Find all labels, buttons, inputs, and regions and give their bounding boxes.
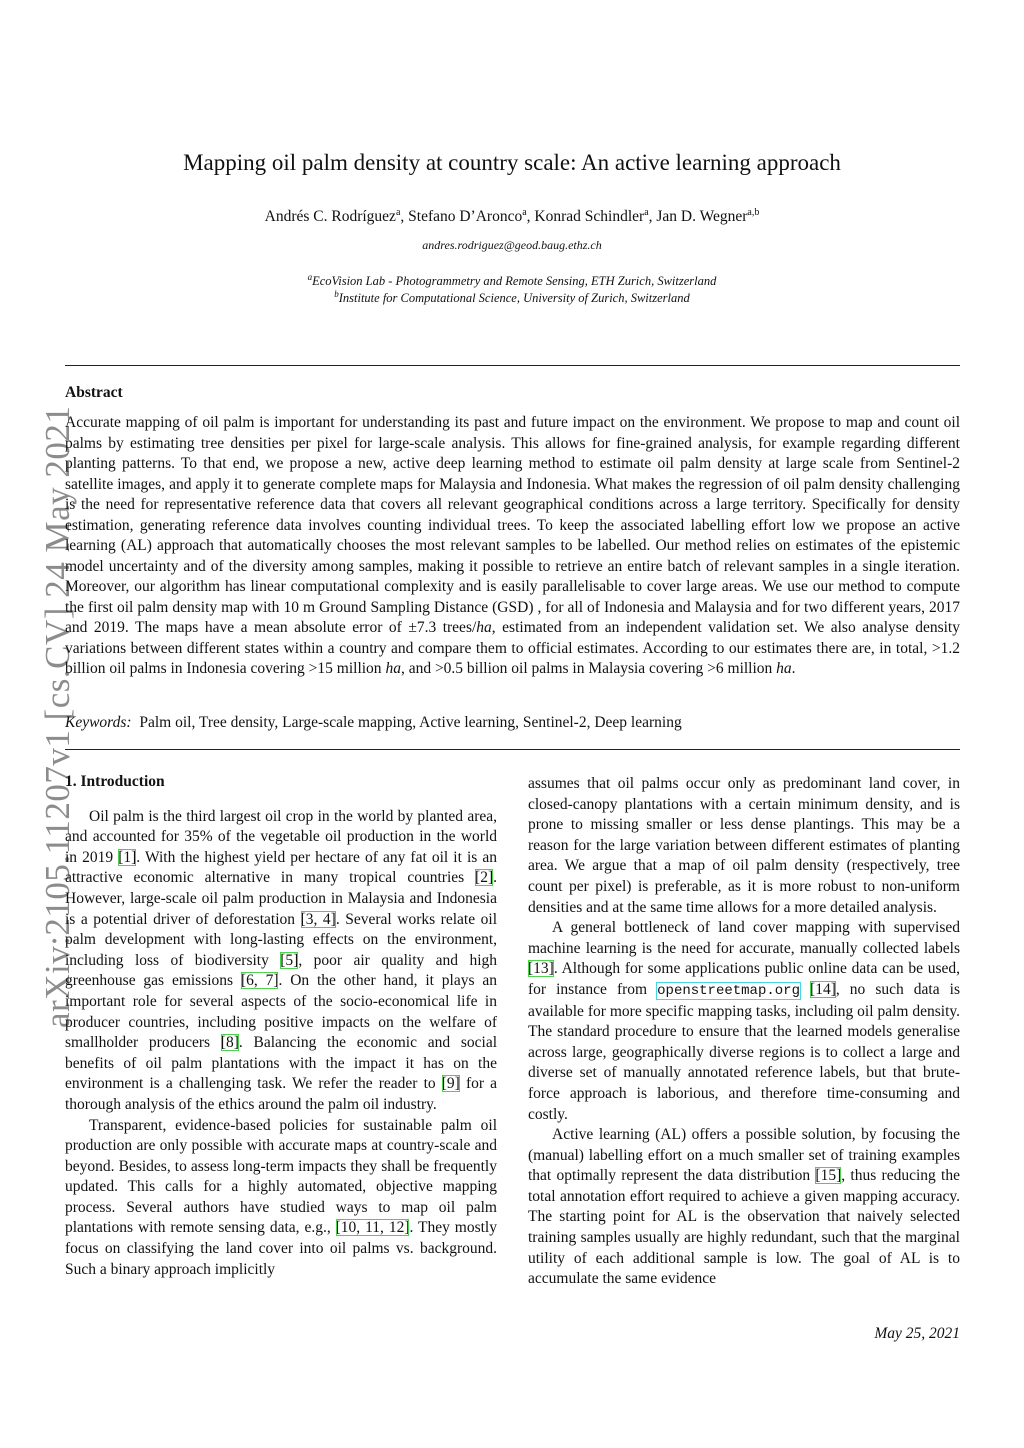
arxiv-stamp: arXiv:2105.11207v1 [cs.CV] 24 May 2021 — [38, 405, 77, 1028]
text-run: , poor air quality and high greenhouse gas emissions — [65, 951, 497, 990]
left-column — [65, 772, 497, 1280]
citation-link[interactable]: [1] — [118, 848, 137, 866]
citation-link[interactable]: [14] — [810, 980, 836, 998]
citation-link[interactable]: [15] — [815, 1167, 842, 1185]
text-run: , no such data is available for more specific mapping tasks, including oil palm density. The standard procedure to ensure that the learned models generalise across large, geographically diverse regions is to collect a large and diverse set of manually annotated reference labels, but that brute-force approach is laborious, and therefore time-consuming and costly. — [528, 980, 960, 1123]
citation-link[interactable]: [5] — [280, 951, 299, 969]
abstract-part: , and >0.5 billion oil palms in Malaysia covering >6 million — [400, 660, 777, 677]
text-run: . Balancing the economic and social benefits of oil palm plantations with the impact it has on the environment is a challenging task. We refer the reader to — [65, 1034, 498, 1093]
affil-text: EcoVision Lab - Photogrammetry and Remote Sensing, ETH Zurich, Switzerland — [312, 274, 717, 289]
citation-link[interactable]: [3, 4] — [300, 910, 336, 928]
author-list: Andrés C. Rodríguez$^a$, Stefano D’Aronco$^a$, Konrad Schindler$^a$, Jan D. Wegner$^{a,b}$ — [264, 207, 760, 226]
text-run: for a thorough analysis of the ethics around the palm oil industry. — [65, 1075, 497, 1113]
citation-link[interactable]: [10, 11, 12] — [335, 1219, 410, 1237]
abstract-heading: Abstract — [65, 384, 123, 401]
author-affil-mark: a — [644, 207, 649, 218]
author-name: Stefano D’Aronco — [408, 208, 523, 226]
affiliation-a — [0, 272, 1024, 289]
keywords-list: Palm oil, Tree density, Large-scale mapping, Active learning, Sentinel-2, Deep learning — [139, 714, 682, 731]
text-run: . With the highest yield per hectare of any fat oil it is an attractive economic alternative in many tropical countries — [65, 848, 497, 887]
affil-text: Institute for Computational Science, University of Zurich, Switzerland — [338, 291, 690, 306]
intro-paragraph-2 — [65, 1116, 497, 1281]
citation-link[interactable]: [2] — [475, 869, 494, 887]
intro-paragraph-4 — [528, 918, 960, 1125]
text-run: . Although for some applications public online data can be used, for instance from — [528, 960, 960, 998]
author-affil-mark: a — [522, 207, 527, 218]
text-run: . However, large-scale oil palm production in Malaysia and Indonesia is a potential driver of deforestation — [65, 869, 497, 928]
text-run: A general bottleneck of land cover mapping with supervised machine learning is the need for accurate, manually collected labels — [528, 919, 960, 957]
citation-link[interactable]: [9] — [441, 1075, 460, 1093]
top-rule — [65, 365, 960, 366]
section-heading: 1. Introduction — [65, 773, 165, 790]
right-column — [528, 774, 960, 1290]
author-affil-mark: a — [395, 207, 401, 218]
text-run: . On the other hand, it plays an important role for several aspects of the socio-economical life in producer countries, including positive impacts on the welfare of smallholder producers — [65, 972, 497, 1052]
abstract-text — [65, 413, 960, 680]
text-run: Oil palm is the third largest oil crop in the world by planted area, and accounted for 35% of the vegetable oil production in the world in 2019 — [65, 807, 497, 866]
url-link[interactable]: openstreetmap.org — [657, 982, 800, 999]
citation-link[interactable]: [8] — [220, 1034, 239, 1052]
author-name: Andrés C. Rodríguez — [264, 208, 396, 226]
text-run: . They mostly focus on classifying the land cover into oil palms vs. background. Such a binary approach implicitly — [65, 1219, 497, 1278]
text-run: Transparent, evidence-based policies for sustainable palm oil production are only possible with accurate maps at country-scale and beyond. Besides, to assess long-term impacts they shall be frequently updated. This calls for a highly automated, objective mapping process. Several authors have studied ways to map oil palm plantations with remote sensing data, e.g., — [65, 1116, 497, 1237]
abstract-part: . — [791, 660, 796, 677]
affil-mark: a — [307, 272, 313, 282]
affiliation-b — [0, 289, 1024, 306]
paper-title: Mapping oil palm density at country scale: An active learning approach — [183, 150, 841, 175]
intro-paragraph-5 — [528, 1125, 960, 1290]
abstract-part: Accurate mapping of oil palm is important for understanding its past and future impact on the environment. We propose to map and count oil palms by estimating tree densities per pixel for large-scale analysis. This allows for fine-grained analysis, for example regarding different planting patterns. To that end, we propose a new, active deep learning method to estimate oil palm density at large scale from Sentinel-2 satellite images, and apply it to generate complete maps for Malaysia and Indonesia. What makes the regression of oil palm density challenging is the need for representative reference data that covers all relevant geographical conditions across a large territory. Specifically for density estimation, generating reference data involves counting individual trees. To keep the associated labelling effort low we propose an active learning (AL) approach that automatically chooses the most relevant samples to be labelled. Our method relies on estimates of the epistemic model uncertainty and of the diversity among samples, making it possible to retrieve an entire batch of relevant samples in a single iteration. Moreover, our algorithm has linear computational complexity and is easily parallelisable to cover large areas. We use our method to compute the first oil palm density map with 10 m Ground Sampling Distance (GSD) , for all of Indonesia and Malaysia and for two different years, 2017 and 2019. The maps have a mean absolute error of ±7.3 trees/ — [65, 414, 960, 636]
affil-mark: b — [334, 289, 339, 299]
preprint-date: May 25, 2021 — [874, 1325, 960, 1342]
author-email[interactable]: andres.rodriguez@geod.baug.ethz.ch — [422, 238, 602, 252]
bottom-rule — [65, 749, 960, 750]
abstract-unit: ha — [776, 660, 792, 677]
keywords — [65, 713, 960, 733]
abstract-part: , estimated from an independent validation set. We also analyse density variations between different states within a country and compare them to official estimates. According to our estimates there are, in total, >1.2 billion oil palms in Indonesia covering >15 million — [65, 619, 960, 677]
intro-paragraph-1 — [65, 807, 497, 1116]
keywords-label: Keywords: — [65, 714, 132, 731]
author-name: Jan D. Wegner — [656, 208, 748, 226]
abstract-unit: ha — [476, 619, 492, 636]
text-run: , thus reducing the total annotation effort required to achieve a given mapping accuracy. The starting point for AL is the observation that naively selected training samples usually are highly redundant, such that the marginal utility of each additional sample is low. The goal of AL is to accumulate the same evidence — [528, 1167, 960, 1288]
text-run: Active learning (AL) offers a possible solution, by focusing the (manual) labelling effort on a much smaller set of training examples that optimally represent the data distribution — [528, 1126, 960, 1185]
text-run: . Several works relate oil palm development with long-lasting effects on the environment, including loss of biodiversity — [65, 910, 498, 969]
citation-link[interactable]: [13] — [528, 960, 554, 978]
abstract-unit: ha — [385, 660, 401, 677]
author-affil-mark: a,b — [747, 207, 760, 218]
citation-link[interactable]: [6, 7] — [240, 972, 279, 990]
intro-paragraph-3: assumes that oil palms occur only as predominant land cover, in closed-canopy plantations with a certain minimum density, and is prone to missing smaller or less dense plantings. This may be a reason for the large variation between different estimates of planting area. We argue that a map of oil palm density (respectively, tree count per pixel) is preferable, as it is more robust to non-uniform densities and at the same time allows for a more detailed analysis. — [528, 775, 960, 916]
author-name: Konrad Schindler — [534, 208, 645, 226]
